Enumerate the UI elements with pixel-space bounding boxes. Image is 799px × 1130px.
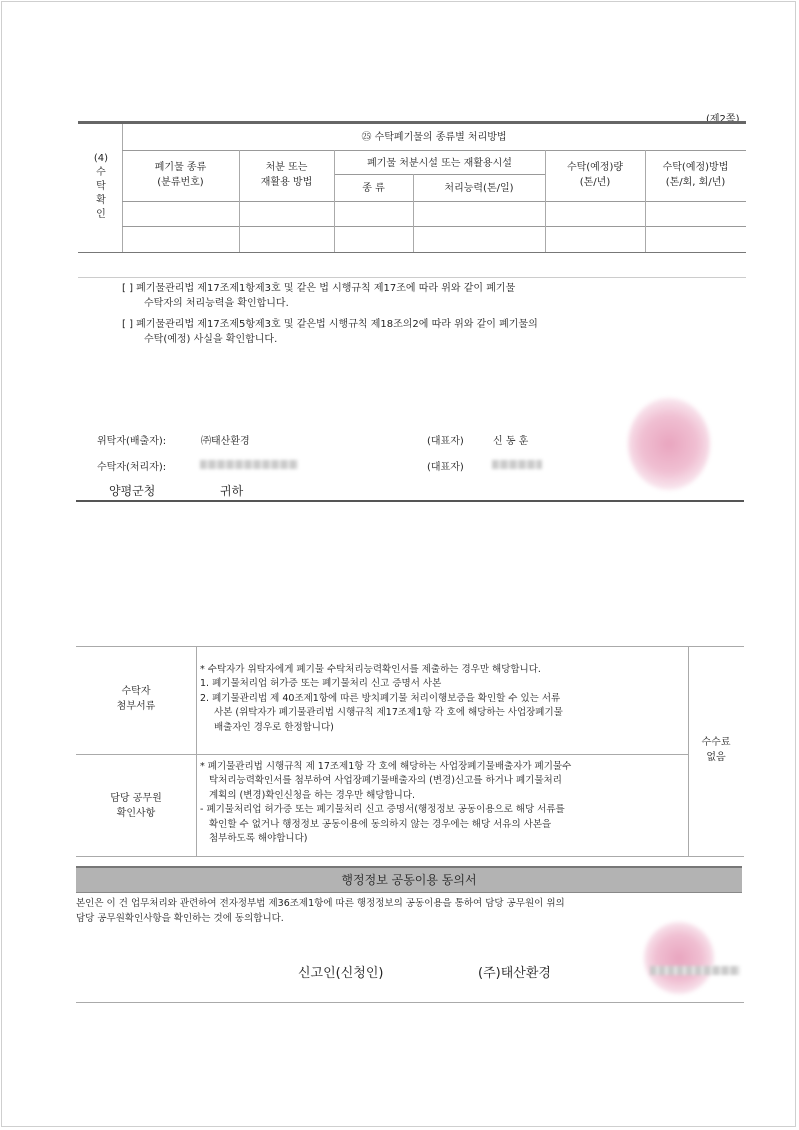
official-check-label: 담당 공무원 확인사항 [110,793,162,819]
applicant-name: (주)태산환경 [478,966,551,981]
col-facility: 폐기물 처분시설 또는 재활용시설 [367,158,512,169]
redacted-seal-2 [644,922,714,994]
table-rule [76,856,744,857]
consent-title: 행정정보 공동이용 동의서 [76,866,742,893]
redacted-consignee-name [200,460,298,469]
redacted-signature [650,966,740,975]
section-4-label: (4) 수 탁 확 인 [93,153,109,220]
redacted-seal [628,398,710,490]
consignee-label: 수탁자(처리자): [97,462,167,473]
table-bottom-rule [78,252,746,253]
col-capacity: 처리능력(톤/일) [444,183,514,194]
official-check-notes: * 폐기물관리법 시행규칙 제 17조제1항 각 호에 해당하는 사업장폐기물배출자가 폐기물수 탁처리능력확인서를 첨부하여 사업장폐기물배출자의 (변경)신고를 하거나 폐기물처리 계획의 (변경)확인신청을 하는 경우만 해당합니다. - 폐기물처리업 허가증 또는 폐기물처리 신고 증명서(행정정보 공동이용으로 해당 서류를 확인할 수 없거나 행정정보 공동이용에 동의하지 않는 경우에는 해당 서유의 사본을 첨부하도록 해야합니다) [200,761,572,845]
table-rule [122,226,746,227]
representative-label-2: (대표자) [427,462,464,473]
consent-text: 본인은 이 건 업무처리와 관련하여 전자정부법 제36조제1항에 따른 행정정보의 공동이용을 통하여 담당 공무원이 위의 담당 공무원확인사항을 확인하는 것에 동의합니다. [76,898,565,924]
table-rule [76,646,744,647]
redacted-representative-name [492,460,542,469]
fee: 수수료 없음 [701,737,731,763]
consignor-name: ㈜태산환경 [201,436,250,447]
table-rule [76,754,688,755]
representative-name: 신 동 훈 [493,436,529,447]
col-amount: 수탁(예정)량 (톤/년) [566,162,624,188]
col-kind: 종 류 [362,183,385,194]
addressee: 양평군청 [109,484,156,498]
divider [78,277,746,278]
table-rule [122,150,746,151]
col-method: 처분 또는 재활용 방법 [260,162,313,188]
page-number: (제2쪽) [706,114,740,125]
col-waste-type: 폐기물 종류 (분류번호) [154,162,207,188]
honorific: 귀하 [220,484,244,498]
applicant-label: 신고인(신청인) [298,966,384,981]
table-title: ㉕ 수탁폐기물의 종류별 처리방법 [361,132,507,143]
attachment-notes: * 수탁자가 위탁자에게 폐기물 수탁처리능력확인서를 제출하는 경우만 해당합니다. 1. 폐기물처리업 허가증 또는 폐기물처리 신고 증명서 사본 2. 폐기물관리법 제 40조제1항에 따른 방치폐기물 처리이행보증을 확인할 수 있는 서류 사본 (위탁자가 폐기물관리법 시행규칙 제17조제1항 각 호에 해당하는 사업장폐기물 배출자인 경우로 한정합니다) [200,664,563,733]
table-top-rule [78,121,746,124]
table-rule [122,201,746,202]
declaration-1[interactable]: [ ] 폐기물관리법 제17조제1항제3호 및 같은 법 시행규칙 제17조에 따라 위와 같이 폐기물 수탁자의 처리능력을 확인합니다. [122,283,516,309]
table-divider [196,646,197,856]
col-way: 수탁(예정)방법 (톤/회, 회/년) [662,162,729,188]
signature-rule [76,500,744,502]
representative-label: (대표자) [427,436,464,447]
declaration-2[interactable]: [ ] 폐기물관리법 제17조제5항제3호 및 같은법 시행규칙 제18조의2에 따라 위와 같이 폐기물의 수탁(예정) 사실을 확인합니다. [122,319,538,345]
table-rule [335,174,545,175]
bottom-rule [76,1002,744,1003]
consignor-label: 위탁자(배출자): [97,436,167,447]
attachment-label: 수탁자 첨부서류 [116,686,156,712]
